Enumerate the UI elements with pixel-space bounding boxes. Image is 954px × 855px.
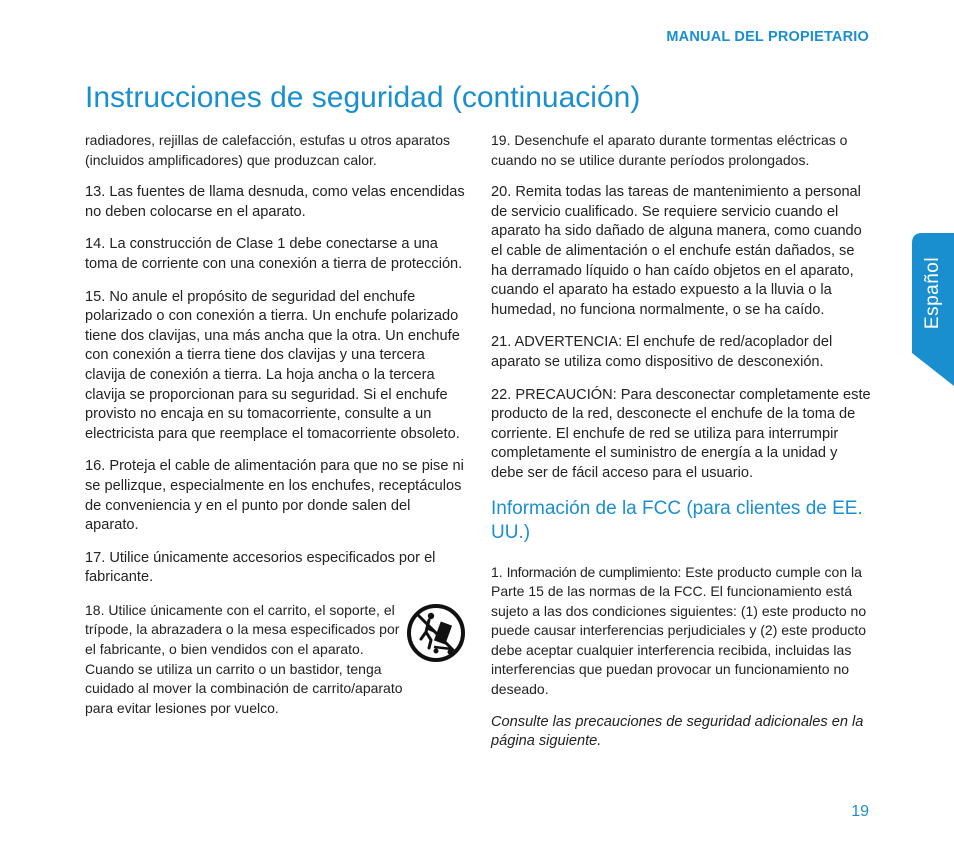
paragraph-18: 18. Utilice únicamente con el carrito, el soporte, el trípode, la abrazadera o la mesa especificados por el fabricante, o bien vendidos con el aparato. Cuando se utiliza un carrito o un bastidor, tenga cuidado al mover la combinación de carrito/aparato para evitar lesiones por vuelco. xyxy=(85,601,403,716)
fcc-prefix: 1. xyxy=(491,563,507,580)
paragraph-17: 17. Utilice únicamente accesorios especificados por el fabricante. xyxy=(85,549,436,586)
paragraph-21: 21. ADVERTENCIA: El enchufe de red/acoplador del aparato se utiliza como dispositivo de desconexión. xyxy=(491,334,833,370)
page-number: 19 xyxy=(851,803,869,820)
language-side-tab[interactable] xyxy=(912,233,954,386)
paragraph-14: 14. La construcción de Clase 1 debe conectarse a una toma de corriente con una conexión a tierra de protección. xyxy=(85,236,463,272)
left-column xyxy=(85,131,465,731)
paragraph-continuation: radiadores, rejillas de calefacción, estufas u otros aparatos (incluidos amplificadores) que produzcan calor. xyxy=(85,132,450,168)
language-tab-label-wrap xyxy=(912,233,954,353)
paragraph-16: 16. Proteja el cable de alimentación para que no se pise ni se pellizque, especialmente en los enchufes, receptáculos de conveniencia y en el punto por donde salen del aparato. xyxy=(85,458,464,534)
paragraph-22: 22. PRECAUCIÓN: Para desconectar completamente este producto de la red, desconecte el enchufe de la toma de corriente. El enchufe de red se utiliza para interrumpir completamente el suministro de energía a la unidad y debe ser de fácil acceso para el usuario. xyxy=(491,386,871,481)
manual-header-label: MANUAL DEL PROPIETARIO xyxy=(666,29,869,45)
paragraph-18-block xyxy=(85,601,465,719)
language-tab-label: Español xyxy=(922,256,944,330)
paragraph-19: 19. Desenchufe el aparato durante tormentas eléctricas o cuando no se utilice durante períodos prolongados. xyxy=(491,132,848,168)
paragraph-15: 15. No anule el propósito de seguridad del enchufe polarizado o con conexión a tierra. Un enchufe polarizado tiene dos clavijas, una más ancha que la otra. Un enchufe con conexión a tierra tiene dos clavijas y una tercera clavija de conexión a tierra. La hoja ancha o la tercera clavija se proporcionan para su seguridad. Si el enchufe provisto no encaja en su tomacorriente, consulte a un electricista para que reemplace el tomacorriente obsoleto. xyxy=(85,288,460,442)
right-column xyxy=(491,131,873,765)
fcc-compliance-text: : Este producto cumple con la Parte 15 de las normas de la FCC. El funcionamiento está sujeto a las dos condiciones siguientes: (1) este producto no puede causar interferencias perjudiciales y (2) este producto debe aceptar cualquier interferencia recibida, incluidas las interferencias que puedan provocar un funcionamiento no deseado. xyxy=(491,563,867,698)
paragraph-13: 13. Las fuentes de llama desnuda, como velas encendidas no deben colocarse en el aparato. xyxy=(85,184,465,220)
page-title: Instrucciones de seguridad (continuación) xyxy=(85,81,641,114)
additional-precautions-note: Consulte las precauciones de seguridad adicionales en la página siguiente. xyxy=(491,713,864,750)
fcc-section-heading: Información de la FCC (para clientes de EE. UU.) xyxy=(491,497,863,543)
fcc-compliance-paragraph xyxy=(491,563,873,700)
cart-tip-over-warning-icon xyxy=(406,603,466,663)
fcc-compliance-term: Información de cumplimiento xyxy=(506,563,678,580)
paragraph-20: 20. Remita todas las tareas de mantenimiento a personal de servicio cualificado. Se requiere servicio cuando el aparato ha sido dañado de alguna manera, como cuando el cable de alimentación o el enchufe están dañados, se ha derramado líquido o han caído objetos en el aparato, cuando el aparato ha estado expuesto a la lluvia o la humedad, no funciona normalmente, o se ha caído. xyxy=(491,184,862,318)
